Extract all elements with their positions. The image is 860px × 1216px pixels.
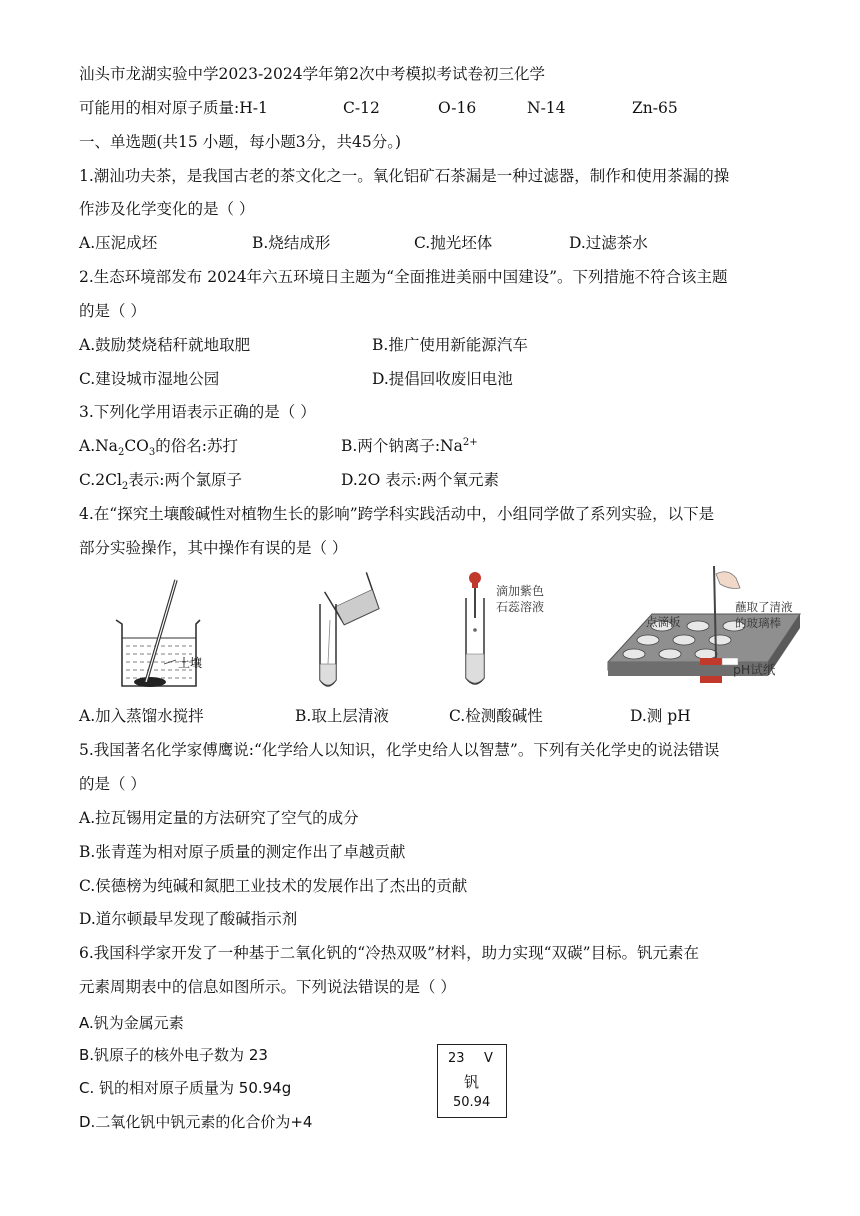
q5-option-c: C.侯德榜为纯碱和氮肥工业技术的发展作出了杰出的贡献 xyxy=(79,877,468,895)
atomic-number: 23 xyxy=(448,1051,465,1066)
atomic-mass-o: O-16 xyxy=(438,99,477,117)
pouring-figure xyxy=(298,570,380,695)
q5-option-b: B.张青莲为相对原子质量的测定作出了卓越贡献 xyxy=(79,843,406,861)
periodic-table-cell xyxy=(437,1044,507,1118)
q1-option-a: A.压泥成坯 xyxy=(79,234,158,252)
q2-option-b: B.推广使用新能源汽车 xyxy=(372,336,528,354)
q3-option-b: B.两个钠离子$:Na^{2+}$ xyxy=(341,436,478,455)
q4-option-b: B.取上层清液 xyxy=(295,707,389,725)
glass-rod-label-line2: 的玻璃棒 xyxy=(735,616,781,630)
q3-option-c: $C.2Cl_2$表示:两个氯原子 xyxy=(79,471,243,493)
dropper-figure xyxy=(460,568,490,694)
q6-option-c: C. 钒的相对原子质量为 50.94g xyxy=(79,1079,292,1097)
q4-option-a: A.加入蒸馏水搅拌 xyxy=(79,707,204,725)
q6-option-d: D.二氧化钒中钒元素的化合价为+4 xyxy=(79,1113,313,1131)
spot-plate-label: 点滴板 xyxy=(646,615,681,629)
glass-rod-label-line1: 蘸取了清液 xyxy=(735,600,793,614)
q5-option-a: A.拉瓦锡用定量的方法研究了空气的成分 xyxy=(79,809,359,827)
section-heading: 一、单选题(共15 小题，每小题3分，共45分。) xyxy=(79,133,402,151)
q6-option-a: A.钒为金属元素 xyxy=(79,1014,184,1032)
atomic-mass-c: C-12 xyxy=(343,99,380,117)
question-5-stem-cont: 的是（ ） xyxy=(79,775,146,793)
q2-option-d: D.提倡回收废旧电池 xyxy=(372,370,513,388)
question-2-stem-cont: 的是（ ） xyxy=(79,302,146,320)
question-4-stem: 4.在“探究土壤酸碱性对植物生长的影响”跨学科实践活动中，小组同学做了系列实验，以下是 xyxy=(79,505,715,523)
dropper-label-line2: 石蕊溶液 xyxy=(496,600,545,614)
q4-option-c: C.检测酸碱性 xyxy=(449,707,543,725)
q3-option-d: D.2O 表示:两个氧元素 xyxy=(341,471,500,489)
q6-option-b: B.钒原子的核外电子数为 23 xyxy=(79,1046,268,1064)
question-2-stem: 2.生态环境部发布 2024年六五环境日主题为“全面推进美丽中国建设”。下列措施不符合该主题 xyxy=(79,268,728,286)
soil-label: 土壤 xyxy=(178,656,203,670)
q5-option-d: D.道尔顿最早发现了酸碱指示剂 xyxy=(79,910,298,928)
beaker-stirring-figure xyxy=(108,578,218,693)
atomic-mass-zn: Zn-65 xyxy=(632,99,678,117)
q4-option-d: D.测 pH xyxy=(630,707,691,725)
q1-option-d: D.过滤茶水 xyxy=(569,234,648,252)
atomic-mass-n: N-14 xyxy=(527,99,566,117)
question-6-stem: 6.我国科学家开发了一种基于二氧化钒的“冷热双吸”材料，助力实现“双碳”目标。钒元素在 xyxy=(79,944,699,962)
question-1-stem: 1.潮汕功夫茶，是我国古老的茶文化之一。氧化铝矿石茶漏是一种过滤器，制作和使用茶漏的操 xyxy=(79,167,730,185)
dropper-label-line1: 滴加紫色 xyxy=(496,584,545,598)
q2-option-a: A.鼓励焚烧秸秆就地取肥 xyxy=(79,336,251,354)
question-1-stem-cont: 作涉及化学变化的是（ ） xyxy=(79,200,255,218)
element-symbol: V xyxy=(484,1051,493,1066)
question-4-stem-cont: 部分实验操作，其中操作有误的是（ ） xyxy=(79,539,348,557)
q2-option-c: C.建设城市湿地公园 xyxy=(79,370,220,388)
atomic-mass: 50.94 xyxy=(453,1095,491,1110)
q1-option-b: B.烧结成形 xyxy=(252,234,331,252)
exam-title: 汕头市龙湖实验中学2023-2024学年第2次中考模拟考试卷初三化学 xyxy=(79,65,545,83)
atomic-mass-label: 可能用的相对原子质量:H-1 xyxy=(79,99,268,117)
q3-option-a: $A.Na_2CO_3$的俗名:苏打 xyxy=(79,437,238,459)
ph-paper-label: pH试纸 xyxy=(733,662,776,677)
element-name: 钒 xyxy=(464,1073,480,1091)
question-3-stem: 3.下列化学用语表示正确的是（ ） xyxy=(79,403,316,421)
question-5-stem: 5.我国著名化学家傅鹰说:“化学给人以知识，化学史给人以智慧”。下列有关化学史的说法错误 xyxy=(79,741,720,759)
question-6-stem-cont: 元素周期表中的信息如图所示。下列说法错误的是（ ） xyxy=(79,978,456,996)
q1-option-c: C.抛光坯体 xyxy=(414,234,493,252)
